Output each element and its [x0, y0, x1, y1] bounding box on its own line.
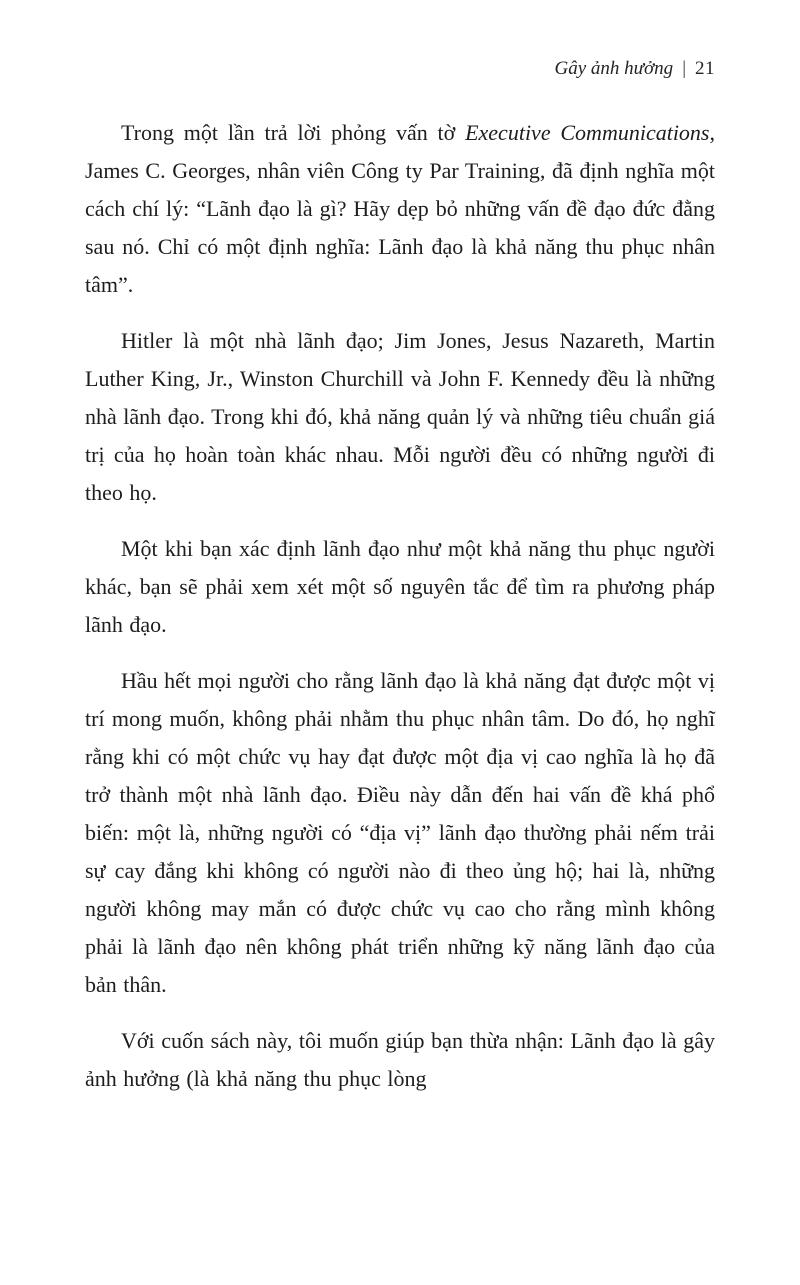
page-number: 21 — [695, 58, 715, 79]
running-title: Gây ảnh hưởng — [554, 58, 674, 79]
page-body — [85, 114, 715, 1098]
paragraph-5: Với cuốn sách này, tôi muốn giúp bạn thừa nhận: Lãnh đạo là gây ảnh hưởng (là khả năng thu phục lòng — [85, 1028, 715, 1091]
paragraph-3: Một khi bạn xác định lãnh đạo như một khả năng thu phục người khác, bạn sẽ phải xem xét một số nguyên tắc để tìm ra phương pháp lãnh đạo. — [85, 536, 715, 637]
paragraph-4: Hầu hết mọi người cho rằng lãnh đạo là khả năng đạt được một vị trí mong muốn, không phải nhằm thu phục nhân tâm. Do đó, họ nghĩ rằng khi có một chức vụ hay đạt được một địa vị cao nghĩa là họ đã trở thành một nhà lãnh đạo. Điều này dẫn đến hai vấn đề khá phổ biến: một là, những người có “địa vị” lãnh đạo thường phải nếm trải sự cay đắng khi không có người nào đi theo ủng hộ; hai là, những người không may mắn có được chức vụ cao cho rằng mình không phải là lãnh đạo nên không phát triển những kỹ năng lãnh đạo của bản thân. — [85, 668, 715, 997]
journal-title-italic: Executive Communications — [465, 120, 710, 145]
paragraph-1 — [85, 114, 715, 304]
header-separator: | — [682, 58, 686, 79]
paragraph-2: Hitler là một nhà lãnh đạo; Jim Jones, Jesus Nazareth, Martin Luther King, Jr., Winston Churchill và John F. Kennedy đều là những nhà lãnh đạo. Trong khi đó, khả năng quản lý và những tiêu chuẩn giá trị của họ hoàn toàn khác nhau. Mỗi người đều có những người đi theo họ. — [85, 328, 715, 505]
page-header — [85, 58, 715, 80]
paragraph-text: Trong một lần trả lời phỏng vấn tờ — [121, 120, 466, 145]
paragraph-text: , James C. Georges, nhân viên Công ty Par Training, đã định nghĩa một cách chí lý: “Lãnh đạo là gì? Hãy dẹp bỏ những vấn đề đạo đức đằng sau nó. Chỉ có một định nghĩa: Lãnh đạo là khả năng thu phục nhân tâm”. — [85, 120, 715, 297]
